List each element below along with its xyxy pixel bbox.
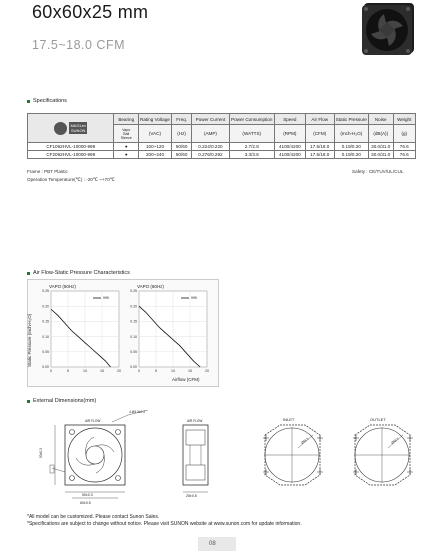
fan-product-image xyxy=(358,0,418,60)
y-tick-label: 0.25 xyxy=(130,289,137,294)
unit-speed: (RPM) xyxy=(274,125,305,143)
page-subtitle: 17.5~18.0 CFM xyxy=(32,38,126,52)
col-current: Power Current xyxy=(192,114,229,125)
x-tick-label: 20 xyxy=(117,369,121,373)
y-tick-label: 0.20 xyxy=(130,304,137,309)
inlet-label: INLET xyxy=(283,417,295,422)
unit-freq: (Hz) xyxy=(171,125,191,143)
frame-text: Frame : PBT Plastic xyxy=(27,169,68,174)
inlet-view-drawing xyxy=(263,425,323,485)
x-tick-label: 5 xyxy=(67,369,69,373)
y-tick-label: 0.15 xyxy=(130,319,137,324)
outlet-label: OUTLET xyxy=(370,417,386,422)
x-tick-label: 5 xyxy=(155,369,157,373)
unit-current: (AMP) xyxy=(192,125,229,143)
x-tick-label: 10 xyxy=(171,369,175,373)
x-tick-label: 15 xyxy=(188,369,192,373)
outlet-diameter-label: Ø58.5 xyxy=(390,436,400,445)
unit-power: (WATTS) xyxy=(229,125,274,143)
y-tick-label: 0.10 xyxy=(130,334,137,339)
y-tick-label: 0.20 xyxy=(42,304,49,309)
footer-note-customize: *All model can be customized. Please contact Sunon Sales. xyxy=(27,514,160,520)
dim-hole-label: 4-Ø4.3±0.3 xyxy=(129,410,145,414)
inlet-diameter-label: Ø58.5 xyxy=(300,436,310,445)
col-weight: Weight xyxy=(393,114,416,125)
temperature-text: Operation Temperature(℃) : -20℃ ~+70℃ xyxy=(27,177,115,182)
bullet-square-icon xyxy=(27,100,30,103)
bullet-square-icon xyxy=(27,272,30,275)
col-speed: Speed xyxy=(274,114,305,125)
col-noise: Noise xyxy=(368,114,393,125)
y-tick-label: 0.05 xyxy=(42,350,49,354)
bearing-legend: Vapo Ball Sleeve xyxy=(114,125,139,143)
y-tick-label: 0.00 xyxy=(130,365,137,370)
y-tick-label: 0.15 xyxy=(42,319,49,324)
footer-note-specifications: *Specifications are subject to change without notice. Please visit SUNON website at www.sunon.com for update information. xyxy=(27,521,302,527)
col-pressure: Static Pressure xyxy=(334,114,368,125)
col-bearing: Bearing xyxy=(114,114,139,125)
unit-noise: (dB(A)) xyxy=(368,125,393,143)
col-power: Power Consumption xyxy=(229,114,274,125)
x-tick-label: 10 xyxy=(83,369,87,373)
dim-depth-label: 25±0.5 xyxy=(186,494,197,498)
specifications-heading: Specifications xyxy=(27,98,67,104)
side-airflow-label: AIR FLOW xyxy=(187,419,203,423)
x-tick-label: 15 xyxy=(100,369,104,373)
y-tick-label: 0.00 xyxy=(42,365,49,370)
maglev-logo-icon xyxy=(54,122,67,135)
front-airflow-label: AIR FLOW xyxy=(85,419,101,423)
col-freq: Freq. xyxy=(171,114,191,125)
specifications-table xyxy=(27,113,416,159)
pressure-charts xyxy=(27,279,217,389)
outlet-view-drawing xyxy=(353,425,413,485)
model-cell: CF1062HVL-10000-999 xyxy=(28,143,114,151)
logo-cell: MAGLev SUNON xyxy=(28,114,114,143)
legend-label: 999 xyxy=(103,296,109,301)
table-row: CF2062HVL-10000-999 ● 200~240 50/60 0.276/0.292 3.3/3.6 4100/4200 17.5/18.0 0.19/0.20 30.0/31.0 76.6 xyxy=(28,151,416,159)
front-view-drawing xyxy=(50,410,148,498)
x-tick-label: 0 xyxy=(138,369,140,373)
page-number: 08 xyxy=(209,541,216,547)
col-voltage: Rating Voltage xyxy=(139,114,172,125)
x-tick-label: 20 xyxy=(205,369,209,373)
unit-voltage: (VAC) xyxy=(139,125,172,143)
safety-text: Safety : CE/TUV/UL/CUL xyxy=(352,169,404,174)
chart-title: VAPO (60Hz) xyxy=(137,284,164,289)
legend-label: 999 xyxy=(191,296,197,301)
bullet-square-icon xyxy=(27,400,30,403)
unit-weight: (g) xyxy=(393,125,416,143)
x-tick-label: 0 xyxy=(50,369,52,373)
page-number-bar xyxy=(198,537,236,551)
table-row: CF1062HVL-10000-999 ● 100~120 50/60 0.224/0.220 2.7/2.8 4100/4200 17.5/18.0 0.19/0.20 30.0/31.0 76.6 xyxy=(28,143,416,151)
y-tick-label: 0.25 xyxy=(42,289,49,294)
unit-pressure: (Inch-H₂O) xyxy=(334,125,368,143)
col-airflow: Air Flow xyxy=(305,114,334,125)
chart-title: VAPO (50Hz) xyxy=(49,284,76,289)
page-title: 60x60x25 mm xyxy=(32,2,149,22)
x-axis-label: Airflow (CFM) xyxy=(172,377,200,382)
dim-overall-width-label: 60±0.5 xyxy=(80,501,91,505)
y-tick-label: 0.10 xyxy=(42,334,49,339)
side-view-drawing xyxy=(183,425,208,492)
dimensions-heading: External Dimensions(mm) xyxy=(27,398,96,404)
unit-airflow: (CFM) xyxy=(305,125,334,143)
y-tick-label: 0.05 xyxy=(130,350,137,354)
model-cell: CF2062HVL-10000-999 xyxy=(28,151,114,159)
characteristics-heading: Air Flow-Static Pressure Characteristics xyxy=(27,270,130,276)
dim-height-label: 50±0.3 xyxy=(39,448,43,458)
dim-width-label: 50±0.3 xyxy=(82,493,93,497)
external-dimension-drawings xyxy=(30,410,430,510)
y-axis-label: Static Pressure (Inch-H₂O) xyxy=(27,313,32,367)
